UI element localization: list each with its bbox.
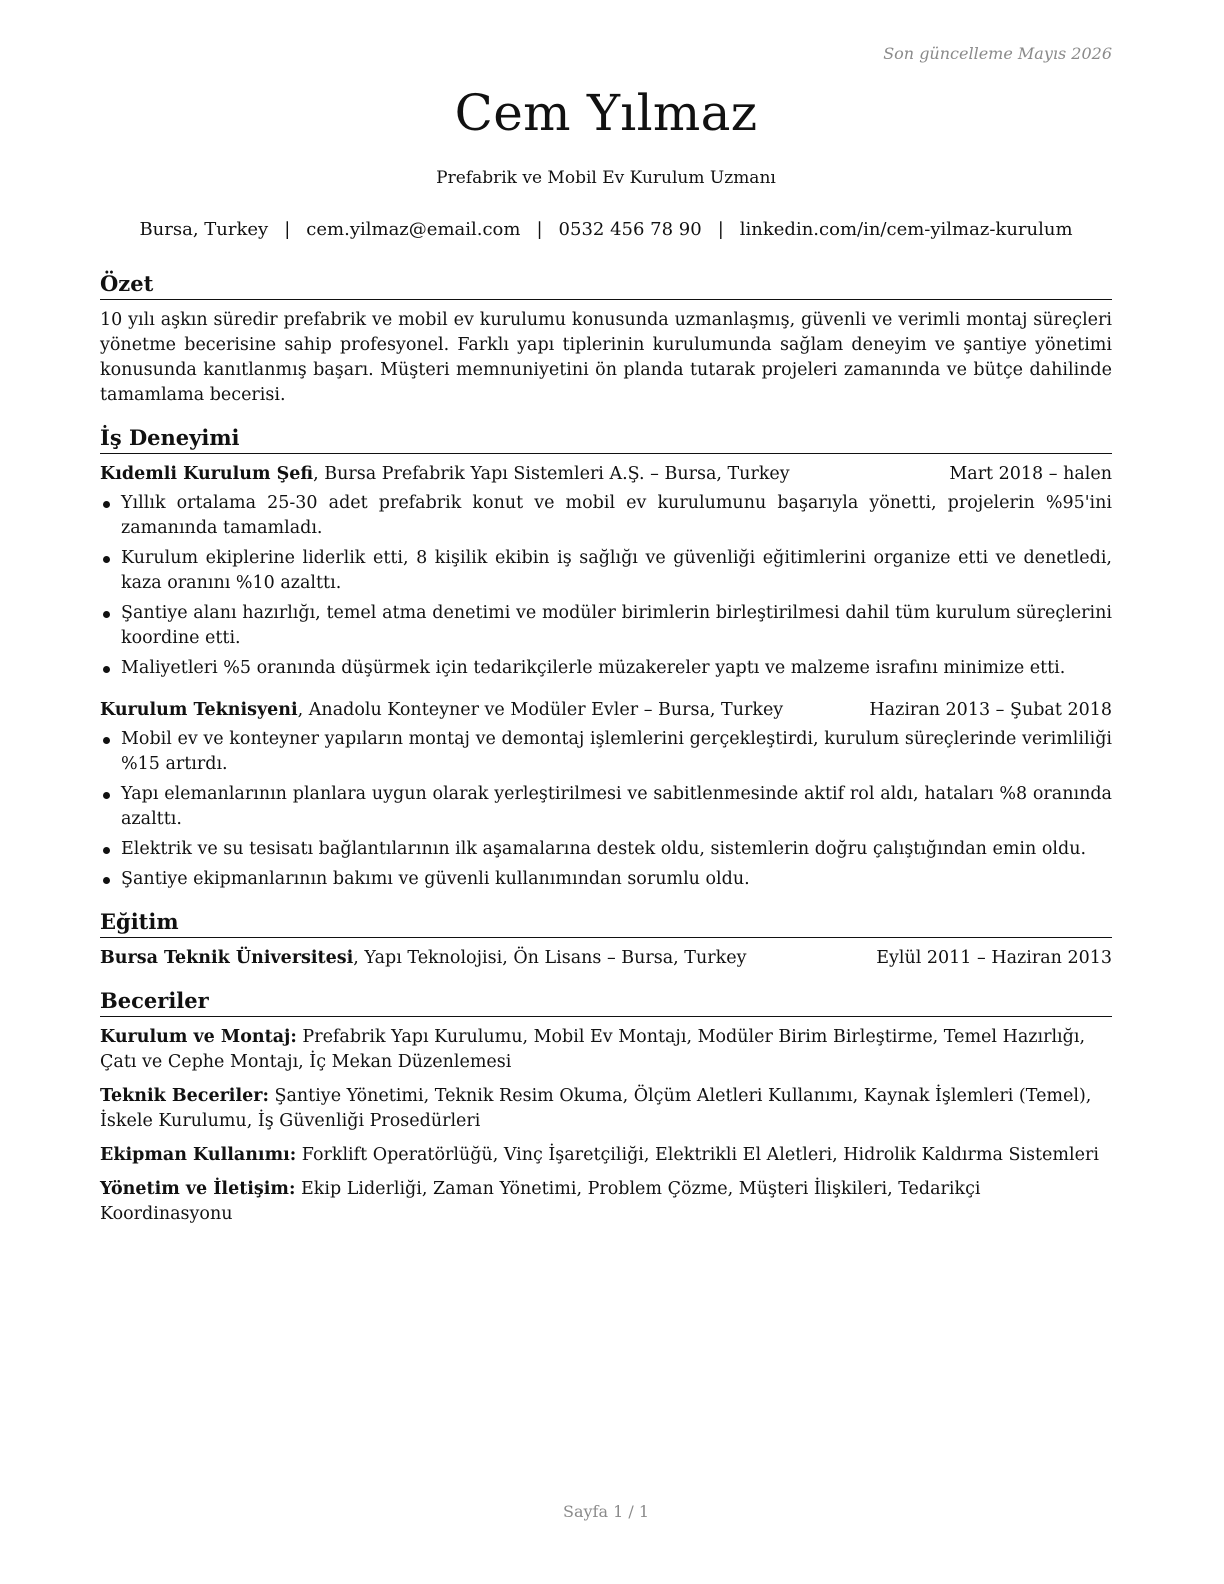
job-dates: Mart 2018 – halen bbox=[949, 464, 1112, 484]
job-bullet bbox=[100, 491, 1112, 541]
education-details: , Yapı Teknolojisi, Ön Lisans – Bursa, Turkey bbox=[353, 948, 747, 968]
job-bullet-text: Şantiye alanı hazırlığı, temel atma denetimi ve modüler birimlerin birleştirilmesi dahil tüm kurulum süreçlerini koordine etti. bbox=[121, 603, 1112, 648]
job-company: , Anadolu Konteyner ve Modüler Evler – Bursa, Turkey bbox=[297, 700, 784, 720]
job-bullet bbox=[100, 782, 1112, 832]
education-dates: Eylül 2011 – Haziran 2013 bbox=[876, 948, 1112, 968]
job-bullet-text: Mobil ev ve konteyner yapıların montaj ve demontaj işlemlerini gerçekleştirdi, kurulum süreçlerinde verimliliği %15 artırdı. bbox=[121, 729, 1112, 774]
experience-section bbox=[100, 424, 1112, 892]
education-school: Bursa Teknik Üniversitesi bbox=[100, 948, 354, 968]
job-header bbox=[100, 462, 1112, 487]
bullet-icon bbox=[103, 847, 110, 854]
job-role: Kurulum Teknisyeni bbox=[100, 700, 298, 720]
skill-group-text: Ekip Liderliği, Zaman Yönetimi, Problem Çözme, Müşteri İlişkileri, Tedarikçi Koordinasyonu bbox=[100, 1179, 981, 1224]
skill-group-label: Yönetim ve İletişim: bbox=[100, 1179, 296, 1199]
job-bullet-text: Elektrik ve su tesisatı bağlantılarının ilk aşamalarına destek oldu, sistemlerin doğru çalıştığından emin oldu. bbox=[121, 839, 1087, 859]
contact-linkedin[interactable]: linkedin.com/in/cem-yilmaz-kurulum bbox=[739, 219, 1073, 240]
contact-separator: | bbox=[717, 219, 724, 240]
education-entry bbox=[100, 946, 1112, 971]
job-entry bbox=[100, 462, 1112, 681]
section-heading-summary: Özet bbox=[100, 270, 1112, 300]
job-bullet-text: Maliyetleri %5 oranında düşürmek için tedarikçilerle müzakereler yaptı ve malzeme israfını minimize etti. bbox=[121, 658, 1066, 678]
candidate-name: Cem Yılmaz bbox=[454, 84, 758, 142]
bullet-icon bbox=[103, 501, 110, 508]
job-bullet bbox=[100, 867, 1112, 892]
section-heading-skills: Beceriler bbox=[100, 987, 1112, 1017]
last-updated-text: Son güncelleme Mayıs 2026 bbox=[883, 44, 1112, 63]
resume-content bbox=[100, 270, 1112, 1243]
page-number: Sayfa 1 / 1 bbox=[562, 1502, 649, 1521]
job-header bbox=[100, 698, 1112, 723]
contact-location: Bursa, Turkey bbox=[139, 219, 269, 240]
job-company: , Bursa Prefabrik Yapı Sistemleri A.Ş. – Bursa, Turkey bbox=[313, 464, 790, 484]
bullet-icon bbox=[103, 737, 110, 744]
skill-group-label: Ekipman Kullanımı: bbox=[100, 1145, 297, 1165]
skill-group-label: Teknik Beceriler: bbox=[100, 1086, 269, 1106]
section-heading-experience: İş Deneyimi bbox=[100, 424, 1112, 454]
skill-group bbox=[100, 1143, 1112, 1168]
skill-group bbox=[100, 1025, 1112, 1075]
skills-section bbox=[100, 987, 1112, 1227]
job-bullet bbox=[100, 546, 1112, 596]
summary-section bbox=[100, 270, 1112, 408]
contact-email[interactable]: cem.yilmaz@email.com bbox=[306, 219, 521, 240]
skill-group-label: Kurulum ve Montaj: bbox=[100, 1027, 297, 1047]
job-dates: Haziran 2013 – Şubat 2018 bbox=[869, 700, 1112, 720]
job-bullet-text: Yapı elemanlarının planlara uygun olarak yerleştirilmesi ve sabitlenmesinde aktif rol aldı, hataları %8 oranında azalttı. bbox=[121, 784, 1112, 829]
skill-group-text: Forklift Operatörlüğü, Vinç İşaretçiliği, Elektrikli El Aletleri, Hidrolik Kaldırma Sistemleri bbox=[296, 1145, 1099, 1165]
education-section bbox=[100, 908, 1112, 971]
contact-separator: | bbox=[284, 219, 291, 240]
bullet-icon bbox=[103, 792, 110, 799]
resume-page bbox=[100, 0, 1112, 1584]
job-bullet bbox=[100, 656, 1112, 681]
skill-group bbox=[100, 1177, 1112, 1227]
skill-group-text: Şantiye Yönetimi, Teknik Resim Okuma, Ölçüm Aletleri Kullanımı, Kaynak İşlemleri (Temel), İskele Kurulumu, İş Güvenliği Prosedürleri bbox=[100, 1086, 1092, 1131]
bullet-icon bbox=[103, 611, 110, 618]
contact-line bbox=[100, 219, 1112, 240]
job-bullet bbox=[100, 601, 1112, 651]
bullet-icon bbox=[103, 556, 110, 563]
job-bullet bbox=[100, 837, 1112, 862]
contact-separator: | bbox=[536, 219, 543, 240]
job-entry bbox=[100, 698, 1112, 892]
job-role-company bbox=[100, 698, 783, 723]
job-bullet bbox=[100, 727, 1112, 777]
job-role: Kıdemli Kurulum Şefi bbox=[100, 464, 314, 484]
job-role-company bbox=[100, 462, 790, 487]
summary-text: 10 yılı aşkın süredir prefabrik ve mobil ev kurulumu konusunda uzmanlaşmış, güvenli ve verimli montaj süreçleri yönetme becerisine sahip profesyonel. Farklı yapı tiplerinin kurulumunda sağlam deneyim ve şantiye yönetimi konusunda kanıtlanmış başarı. Müşteri memnuniyetini ön planda tutarak projeleri zamanında ve bütçe dahilinde tamamlama becerisi. bbox=[100, 310, 1112, 405]
skill-group-text: Prefabrik Yapı Kurulumu, Mobil Ev Montajı, Modüler Birim Birleştirme, Temel Hazırlığı, Çatı ve Cephe Montajı, İç Mekan Düzenlemesi bbox=[100, 1027, 1086, 1072]
skill-group bbox=[100, 1084, 1112, 1134]
section-heading-education: Eğitim bbox=[100, 908, 1112, 938]
job-bullet-text: Yıllık ortalama 25-30 adet prefabrik konut ve mobil ev kurulumunu başarıyla yönetti, projelerin %95'ini zamanında tamamladı. bbox=[121, 493, 1112, 538]
job-bullets bbox=[100, 491, 1112, 681]
job-bullet-text: Kurulum ekiplerine liderlik etti, 8 kişilik ekibin iş sağlığı ve güvenliği eğitimlerini organize etti ve denetledi, kaza oranını %10 azalttı. bbox=[121, 548, 1112, 593]
contact-phone[interactable]: 0532 456 78 90 bbox=[558, 219, 702, 240]
bullet-icon bbox=[103, 877, 110, 884]
job-bullet-text: Şantiye ekipmanlarının bakımı ve güvenli kullanımından sorumlu oldu. bbox=[121, 869, 750, 889]
job-bullets bbox=[100, 727, 1112, 892]
bullet-icon bbox=[103, 666, 110, 673]
education-school-details bbox=[100, 946, 746, 971]
candidate-title: Prefabrik ve Mobil Ev Kurulum Uzmanı bbox=[436, 168, 776, 188]
